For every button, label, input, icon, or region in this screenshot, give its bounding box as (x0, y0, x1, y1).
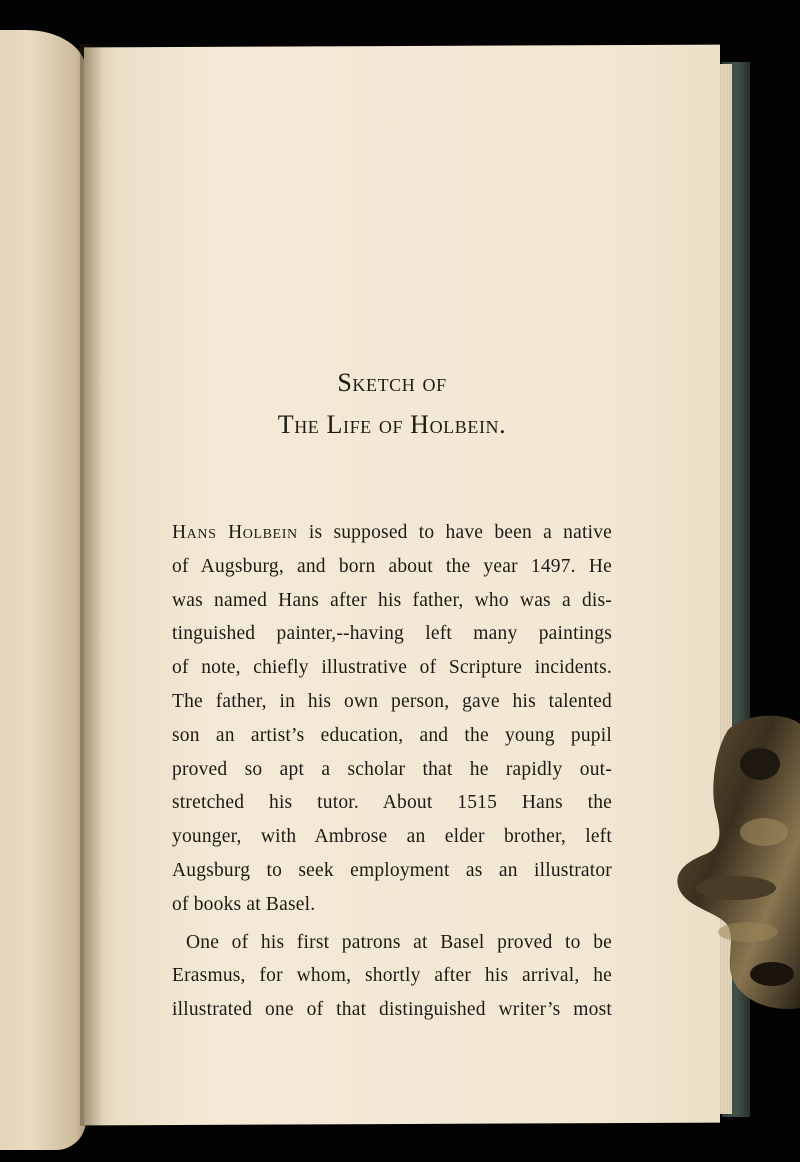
text-line: of books at Basel. (172, 893, 316, 915)
gutter-shadow (80, 44, 102, 1126)
title-line-1: Sketch of (337, 368, 447, 397)
text-line: illustrated one of that distinguished writer’s most (172, 999, 612, 1021)
text-line: Erasmus, for whom, shortly after his arrival, he (172, 965, 612, 987)
title-line-2: The Life of Holbein. (277, 410, 507, 439)
metal-bookend-ornament (676, 712, 800, 1012)
text-line (172, 516, 612, 550)
text-line: of Augsburg, and born about the year 1497. He (172, 555, 612, 577)
text-line: of note, chiefly illustrative of Scripture incidents. (172, 657, 612, 679)
text-line: stretched his tutor. About 1515 Hans the (172, 792, 612, 814)
body-text (172, 516, 612, 1027)
lead-small-caps: Hans Holbein (172, 522, 298, 543)
text-line: tinguished painter,--having left many paintings (172, 623, 612, 645)
text-fragment: is supposed to have been a native (297, 522, 613, 543)
text-line: proved so apt a scholar that he rapidly out- (172, 758, 612, 780)
left-facing-page (0, 30, 86, 1150)
text-line: The father, in his own person, gave his talented (172, 690, 612, 712)
text-line: One of his first patrons at Basel proved to be (186, 931, 612, 953)
text-line: was named Hans after his father, who was a dis- (172, 589, 612, 611)
text-line: Augsburg to seek employment as an illustrator (172, 859, 612, 881)
paragraph-2 (172, 926, 612, 1027)
page-text (172, 362, 612, 1027)
text-line: younger, with Ambrose an elder brother, left (172, 826, 612, 848)
text-line: son an artist’s education, and the young pupil (172, 724, 612, 746)
chapter-title (172, 362, 612, 446)
